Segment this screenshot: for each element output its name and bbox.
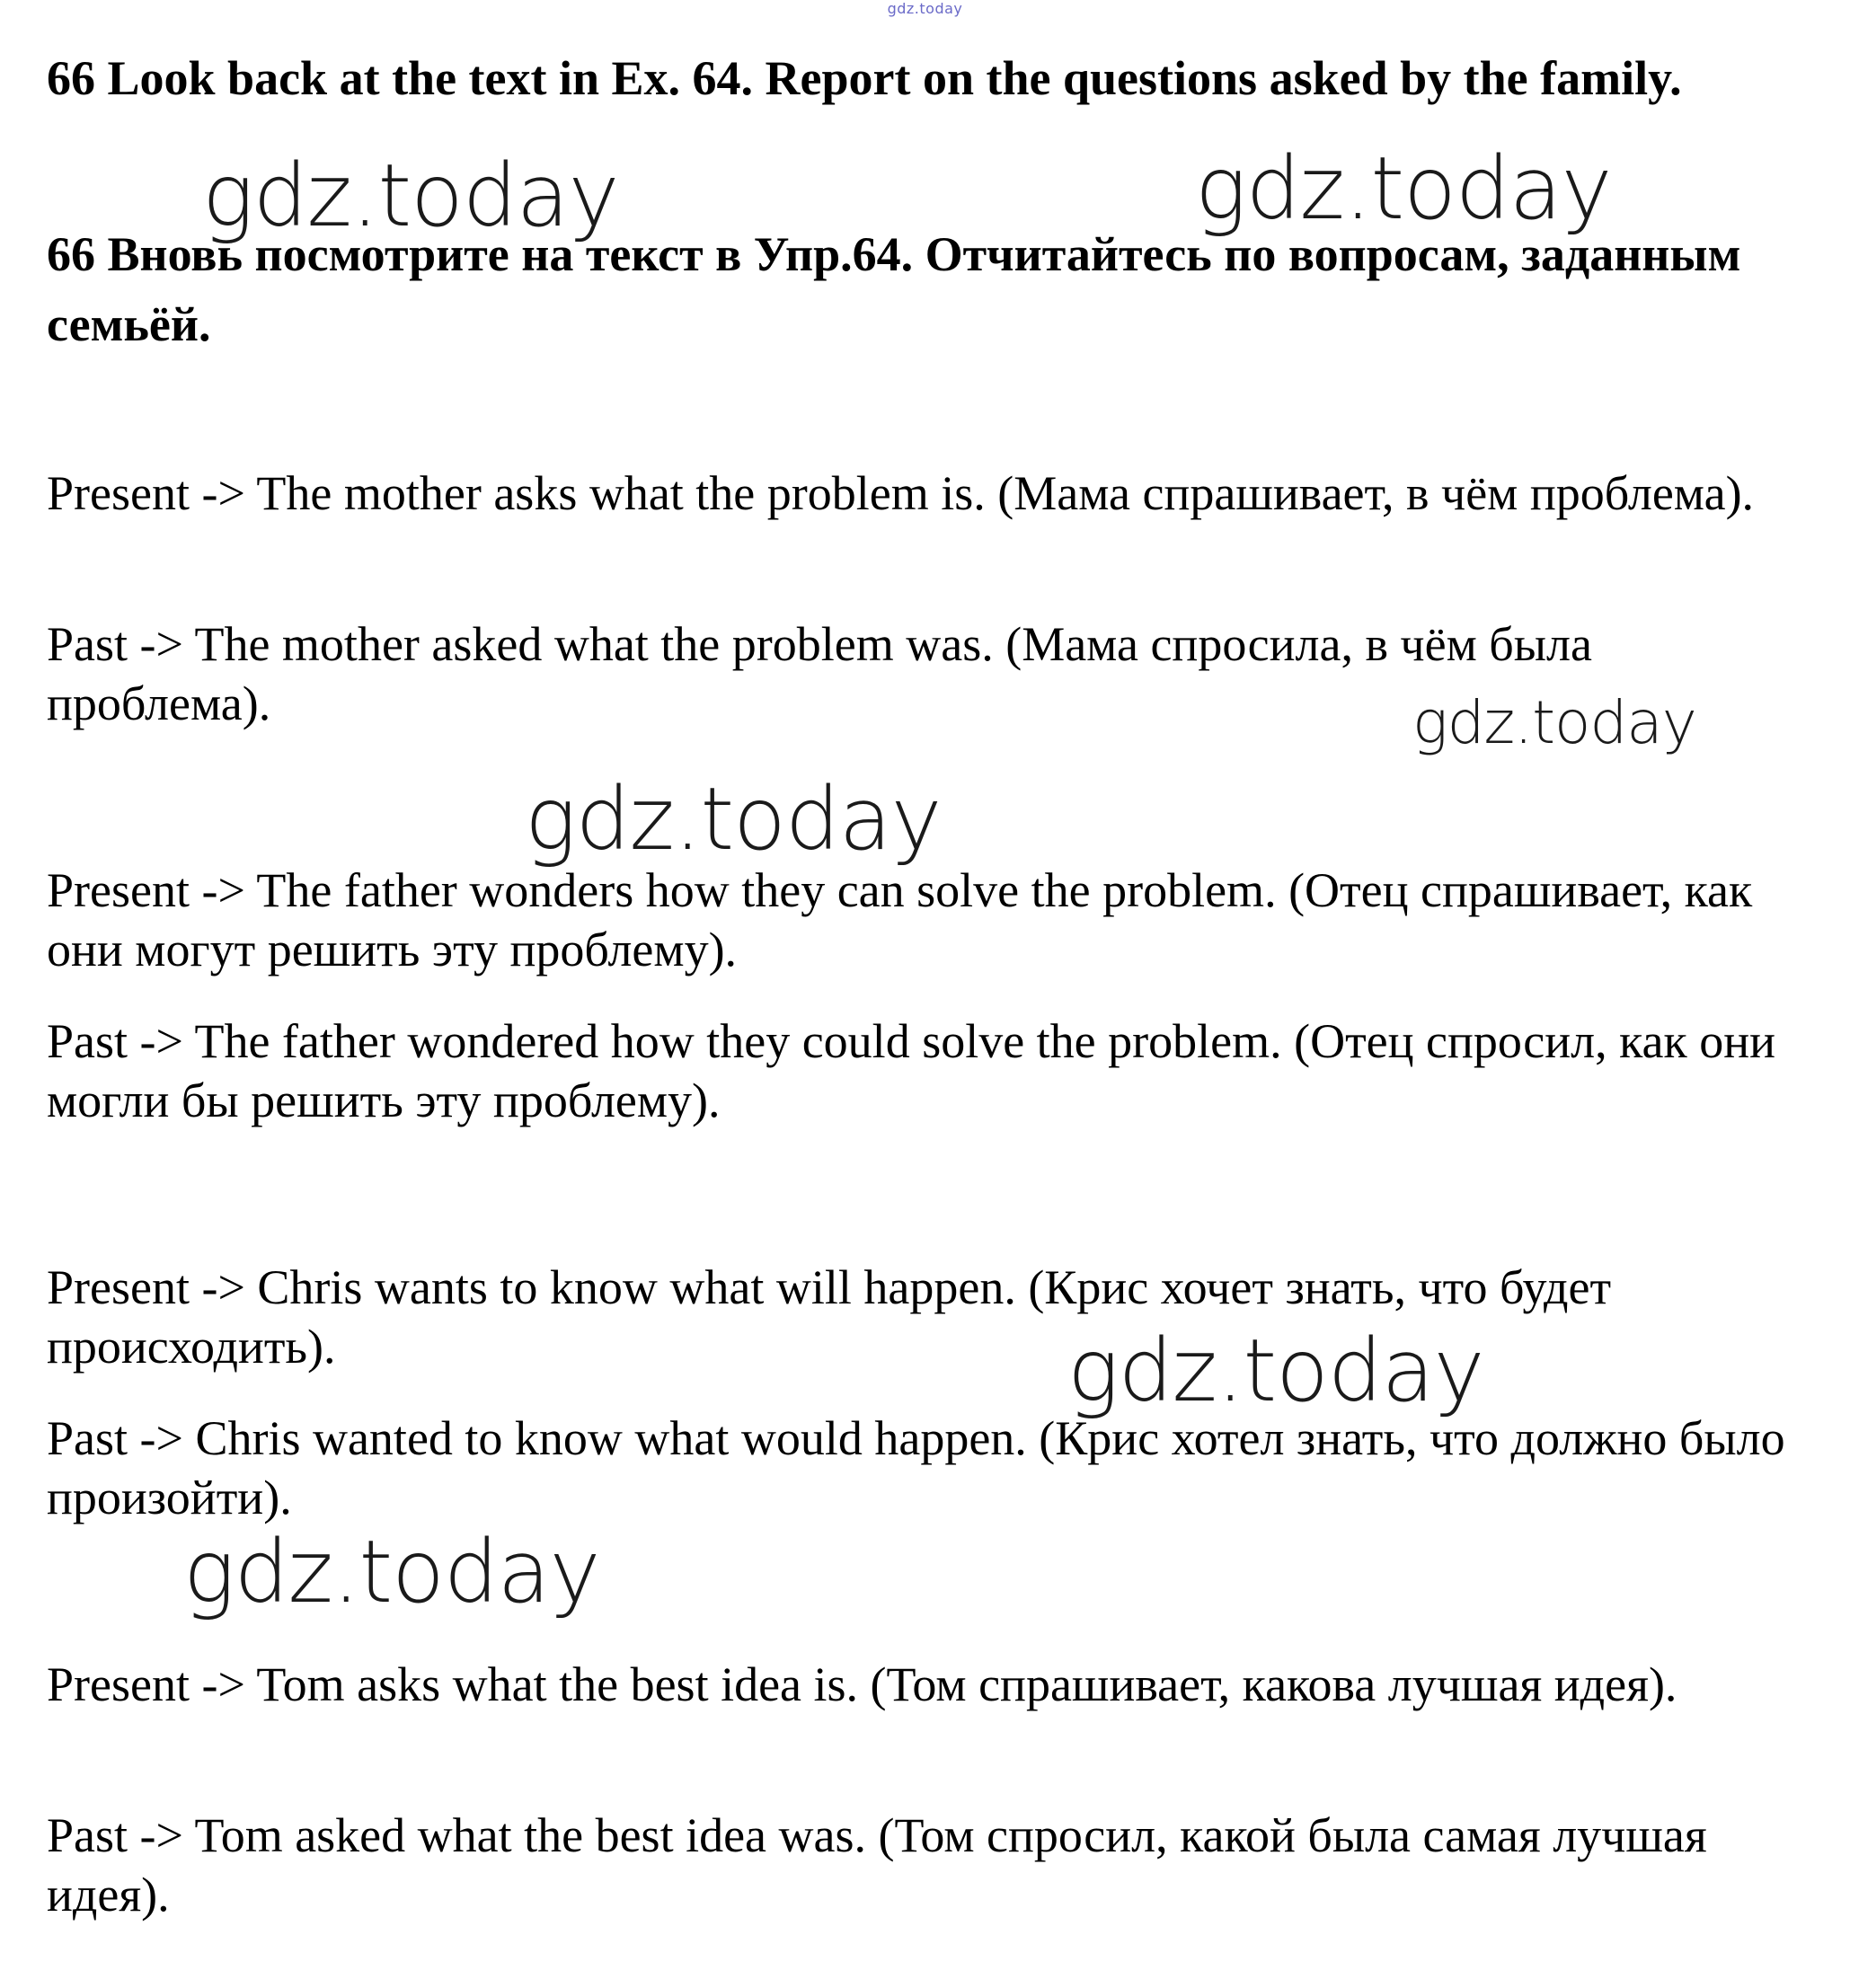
answer-present-mother: Present -> The mother asks what the problem is. (Мама спрашивает, в чём проблема). <box>47 466 1755 520</box>
exercise-heading-english: 66 Look back at the text in Ex. 64. Report on the questions asked by the family. <box>47 51 1682 105</box>
watermark-logo: gdz.today <box>183 1522 600 1622</box>
answer-past-tom: Past -> Tom asked what the best idea was. (Том спросил, какой была самая лучшая идея). <box>47 1808 1707 1922</box>
watermark-logo: gdz.today <box>1412 688 1696 757</box>
watermark-logo: gdz.today <box>1195 138 1612 239</box>
answer-past-chris: Past -> Chris wanted to know what would happen. (Крис хотел знать, что должно было произойти). <box>47 1411 1785 1524</box>
watermark-logo: gdz.today <box>525 769 942 870</box>
exercise-heading-russian: 66 Вновь посмотрите на текст в Упр.64. Отчитайтесь по вопросам, заданным семьёй. <box>47 227 1741 351</box>
watermark-logo: gdz.today <box>1067 1321 1484 1421</box>
answer-present-father: Present -> The father wonders how they can solve the problem. (Отец спрашивает, как они могут решить эту проблему). <box>47 863 1753 976</box>
watermark-logo: gdz.today <box>202 146 619 246</box>
answer-past-father: Past -> The father wondered how they could solve the problem. (Отец спросил, как они могли бы решить эту проблему). <box>47 1014 1775 1127</box>
answer-past-mother: Past -> The mother asked what the problem was. (Мама спросила, в чём была проблема). <box>47 617 1592 730</box>
answer-present-tom: Present -> Tom asks what the best idea is. (Том спрашивает, какова лучшая идея). <box>47 1657 1677 1711</box>
header-watermark: gdz.today <box>887 0 963 17</box>
answer-present-chris: Present -> Chris wants to know what will happen. (Крис хочет знать, что будет происходить). <box>47 1260 1612 1374</box>
